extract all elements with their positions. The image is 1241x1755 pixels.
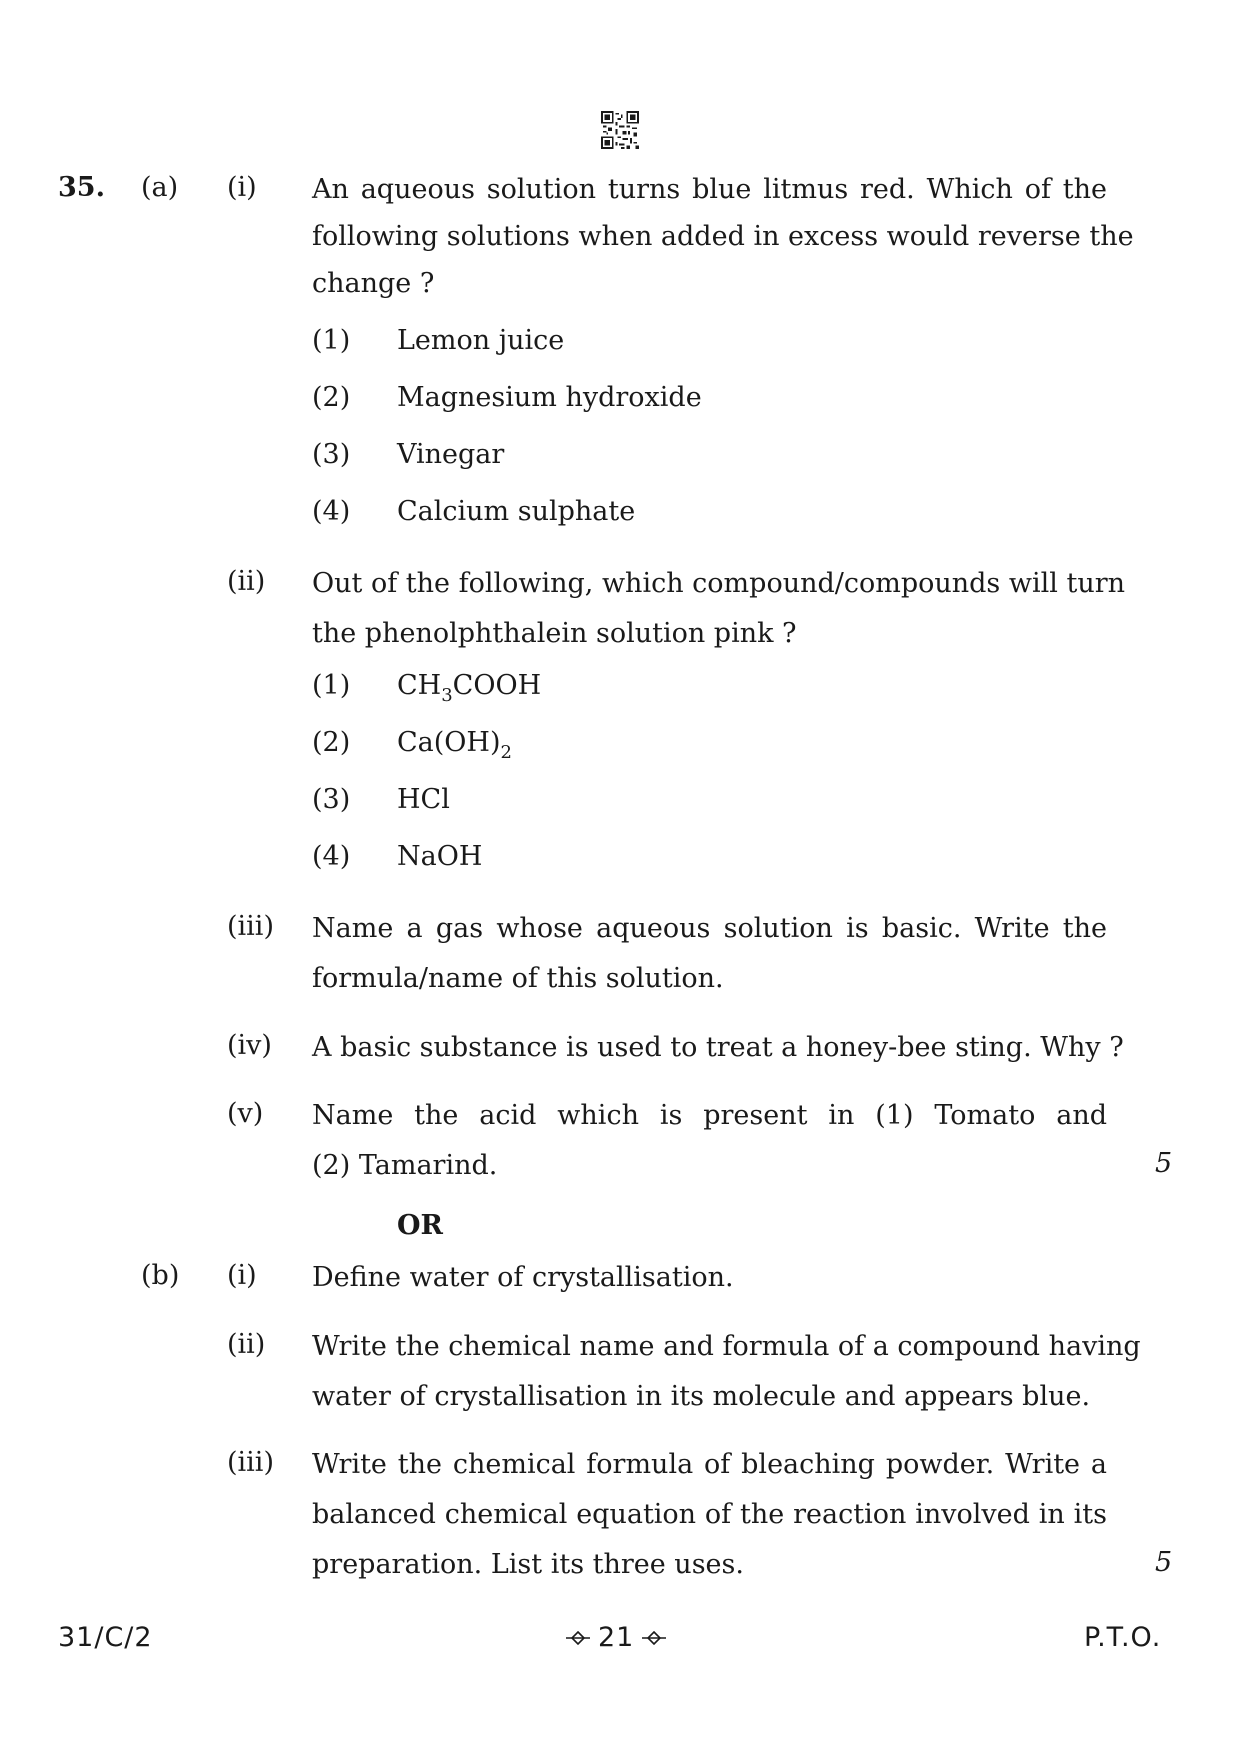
page-number: 21 (566, 1622, 666, 1653)
sub-iv-label: (iv) (227, 1030, 272, 1061)
question-text-line: Name the acid which is present in (1) Tomato and (312, 1100, 1107, 1131)
part-a-label: (a) (141, 172, 179, 203)
option-number: (2) (312, 727, 351, 758)
diamond-arrow-icon (566, 1631, 590, 1645)
question-text-line: Name a gas whose aqueous solution is basic. Write the (312, 913, 1107, 944)
option-text: Calcium sulphate (397, 496, 636, 527)
option-text: Lemon juice (397, 325, 565, 356)
paper-code: 31/C/2 (58, 1622, 153, 1653)
option-number: (3) (312, 784, 351, 815)
question-text-line: Write the chemical formula of bleaching powder. Write a (312, 1449, 1107, 1480)
qr-code-icon (601, 111, 639, 149)
sub-v-label: (v) (227, 1098, 264, 1129)
sub-i-label: (i) (227, 172, 257, 203)
question-text-line: change ? (312, 268, 435, 299)
pto-label: P.T.O. (1084, 1622, 1162, 1653)
question-text-line: preparation. List its three uses. (312, 1549, 744, 1580)
question-text-line: following solutions when added in excess would reverse the (312, 221, 1134, 252)
question-text-line: the phenolphthalein solution pink ? (312, 618, 797, 649)
question-text-line: (2) Tamarind. (312, 1150, 498, 1181)
option-number: (1) (312, 325, 351, 356)
option-number: (3) (312, 439, 351, 470)
part-b-label: (b) (141, 1260, 180, 1291)
sub-i-label: (i) (227, 1260, 257, 1291)
sub-ii-label: (ii) (227, 1329, 266, 1360)
option-text: Magnesium hydroxide (397, 382, 702, 413)
sub-ii-label: (ii) (227, 566, 266, 597)
question-text-line: balanced chemical equation of the reaction involved in its (312, 1499, 1107, 1530)
question-text-line: A basic substance is used to treat a honey-bee sting. Why ? (312, 1032, 1124, 1063)
question-number: 35. (58, 172, 105, 203)
sub-iii-label: (iii) (227, 1447, 274, 1478)
question-text-line: Write the chemical name and formula of a compound having (312, 1331, 1141, 1362)
question-text-line: formula/name of this solution. (312, 963, 724, 994)
option-text: Vinegar (397, 439, 505, 470)
question-text-line: water of crystallisation in its molecule and appears blue. (312, 1381, 1091, 1412)
question-text-line: Out of the following, which compound/compounds will turn (312, 568, 1126, 599)
option-formula: $Ca(OH)_2$ (397, 727, 512, 763)
diamond-arrow-icon (642, 1631, 666, 1645)
option-number: (4) (312, 841, 351, 872)
option-number: (4) (312, 496, 351, 527)
marks: 5 (1155, 1148, 1173, 1179)
question-text-line: Define water of crystallisation. (312, 1262, 734, 1293)
option-number: (1) (312, 670, 351, 701)
or-separator: OR (397, 1210, 443, 1241)
option-text: HCl (397, 784, 450, 815)
sub-iii-label: (iii) (227, 911, 274, 942)
question-text-line: An aqueous solution turns blue litmus red. Which of the (312, 174, 1107, 205)
option-number: (2) (312, 382, 351, 413)
marks: 5 (1155, 1547, 1173, 1578)
option-formula: $CH_3COOH$ (397, 670, 542, 706)
option-text: NaOH (397, 841, 483, 872)
